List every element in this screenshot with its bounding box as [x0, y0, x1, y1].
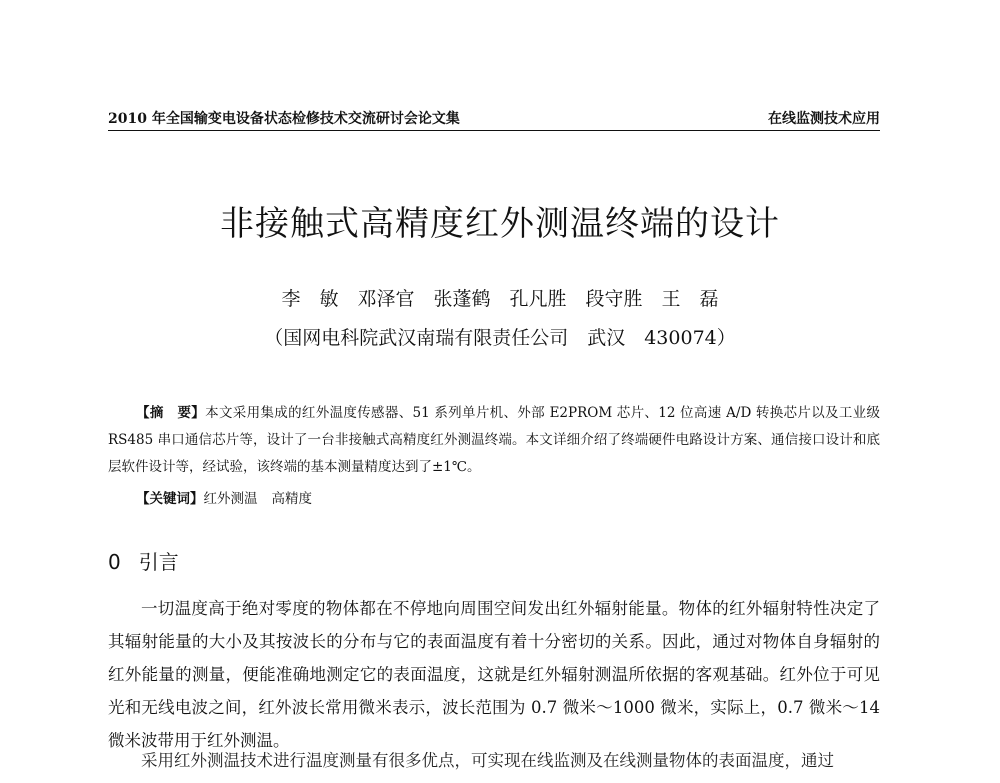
section-number: 0: [108, 550, 121, 574]
abstract-label: 【摘 要】: [136, 405, 206, 421]
author-list: 李 敏 邓泽官 张蓬鹤 孔凡胜 段守胜 王 磊: [281, 288, 719, 310]
header-section-name: 在线监测技术应用: [768, 111, 880, 127]
header-proceedings-title: 2010 年全国输变电设备状态检修技术交流研讨会论文集: [108, 111, 460, 127]
author-affiliation: （国网电科院武汉南瑞有限责任公司 武汉 430074）: [264, 327, 736, 349]
section-heading: [108, 546, 179, 575]
section-title: 引言: [138, 550, 179, 574]
body-paragraph: 一切温度高于绝对零度的物体都在不停地向周围空间发出红外辐射能量。物体的红外辐射特性决定了其辐射能量的大小及其按波长的分布与它的表面温度有着十分密切的关系。因此，通过对物体自身辐射的红外能量的测量，便能准确地测定它的表面温度，这就是红外辐射测温所依据的客观基础。红外位于可见光和无线电波之间，红外波长常用微米表示，波长范围为 0.7 微米～1000 微米，实际上，0.7 微米～14 微米波带用于红外测温。: [108, 599, 880, 750]
running-header: [108, 108, 880, 131]
keywords: [136, 487, 326, 507]
paper-title: 非接触式高精度红外测温终端的设计: [220, 204, 780, 244]
abstract-text: 本文采用集成的红外温度传感器、51 系列单片机、外部 E2PROM 芯片、12 位高速 A/D 转换芯片以及工业级 RS485 串口通信芯片等，设计了一台非接触式高精度红外测温终端。本文详细介绍了终端硬件电路设计方案、通信接口设计和底层软件设计等，经试验，该终端的基本测量精度达到了±1℃。: [108, 405, 881, 475]
keyword-item: 高精度: [271, 491, 312, 507]
keywords-label: 【关键词】: [136, 491, 204, 507]
body-paragraph-cutoff: [108, 750, 880, 770]
keyword-item: 红外测温: [203, 491, 258, 507]
abstract: [108, 400, 880, 481]
cutoff-text: 采用红外测温技术进行温度测量有很多优点，可实现在线监测及在线测量物体的表面温度，通过: [141, 751, 834, 770]
